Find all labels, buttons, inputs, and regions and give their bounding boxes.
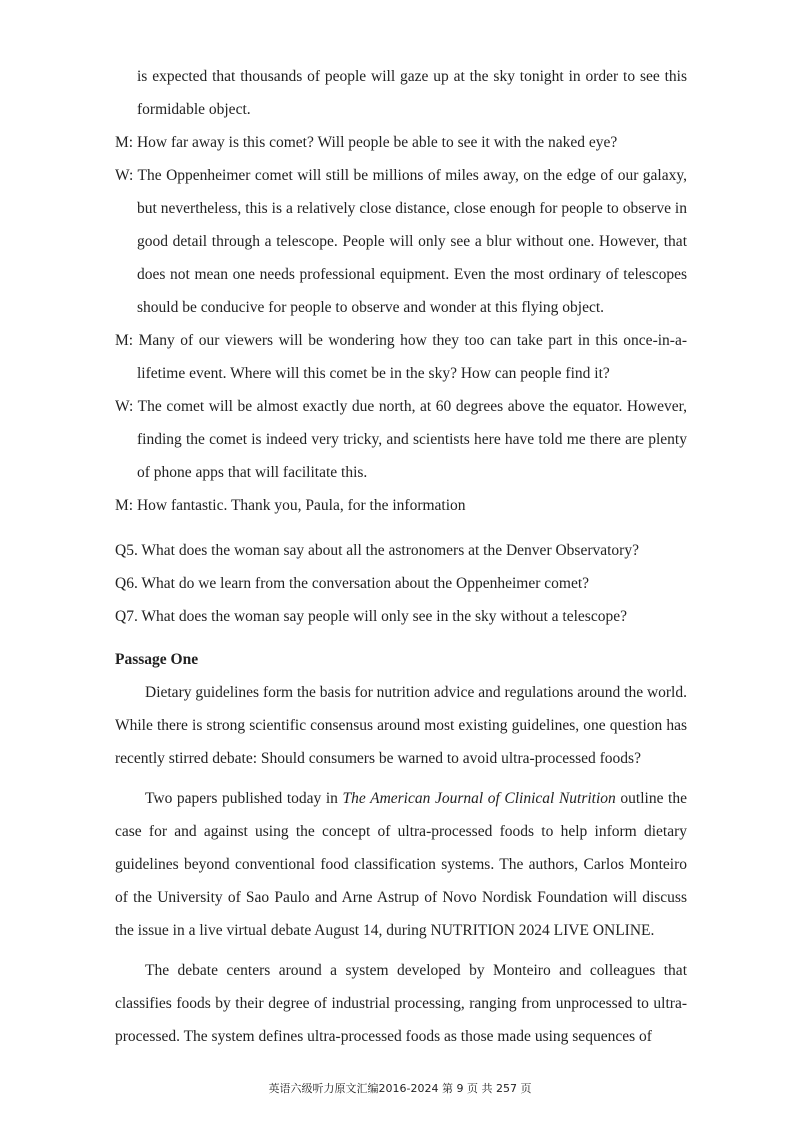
- page-content: [115, 60, 687, 1053]
- passage-paragraph: [115, 782, 687, 947]
- question-item: Q5. What does the woman say about all the astronomers at the Denver Observatory?: [115, 542, 639, 559]
- question-item: Q6. What do we learn from the conversation about the Oppenheimer comet?: [115, 575, 590, 592]
- dialogue-turn: W: The Oppenheimer comet will still be millions of miles away, on the edge of our galaxy, but nevertheless, this is a relatively close distance, close enough for people to observe in good detail through a telescope. People will only see a blur without one. However, that does not mean one needs professional equipment. Even the most ordinary of telescopes should be conducive for people to observe and wonder at this flying object.: [115, 167, 687, 316]
- question-list: [115, 534, 687, 633]
- dialogue-turn: M: Many of our viewers will be wondering how they too can take part in this once-in-a-lifetime event. Where will this comet be in the sky? How can people find it?: [115, 332, 687, 382]
- dialogue-turn: M: How far away is this comet? Will people be able to see it with the naked eye?: [115, 134, 618, 151]
- dialogue-turn: W: The comet will be almost exactly due north, at 60 degrees above the equator. However, finding the comet is indeed very tricky, and scientists here have told me there are plenty of phone apps that will facilitate this.: [115, 398, 687, 481]
- journal-title: The American Journal of Clinical Nutrition: [342, 790, 616, 807]
- passage-paragraph: Dietary guidelines form the basis for nutrition advice and regulations around the world. While there is strong scientific consensus around most existing guidelines, one question has recently stirred debate: Should consumers be warned to avoid ultra-processed foods?: [115, 684, 687, 767]
- page-footer: 英语六级听力原文汇编2016-2024 第 9 页 共 257 页: [268, 1082, 532, 1095]
- dialogue-continuation: is expected that thousands of people will gaze up at the sky tonight in order to see this formidable object.: [137, 68, 687, 118]
- paragraph-text: Two papers published today in: [145, 790, 343, 807]
- dialogue-turn: M: How fantastic. Thank you, Paula, for the information: [115, 497, 466, 514]
- question-item: Q7. What does the woman say people will only see in the sky without a telescope?: [115, 608, 627, 625]
- paragraph-text: outline the case for and against using the concept of ultra-processed foods to help inform dietary guidelines beyond conventional food classification systems. The authors, Carlos Monteiro of the University of Sao Paulo and Arne Astrup of Novo Nordisk Foundation will discuss the issue in a live virtual debate August 14, during NUTRITION 2024 LIVE ONLINE.: [115, 790, 687, 939]
- passage-heading: Passage One: [115, 651, 199, 668]
- passage-paragraph: The debate centers around a system developed by Monteiro and colleagues that classifies foods by their degree of industrial processing, ranging from unprocessed to ultra-processed. The system defines ultra-processed foods as those made using sequences of: [115, 962, 687, 1045]
